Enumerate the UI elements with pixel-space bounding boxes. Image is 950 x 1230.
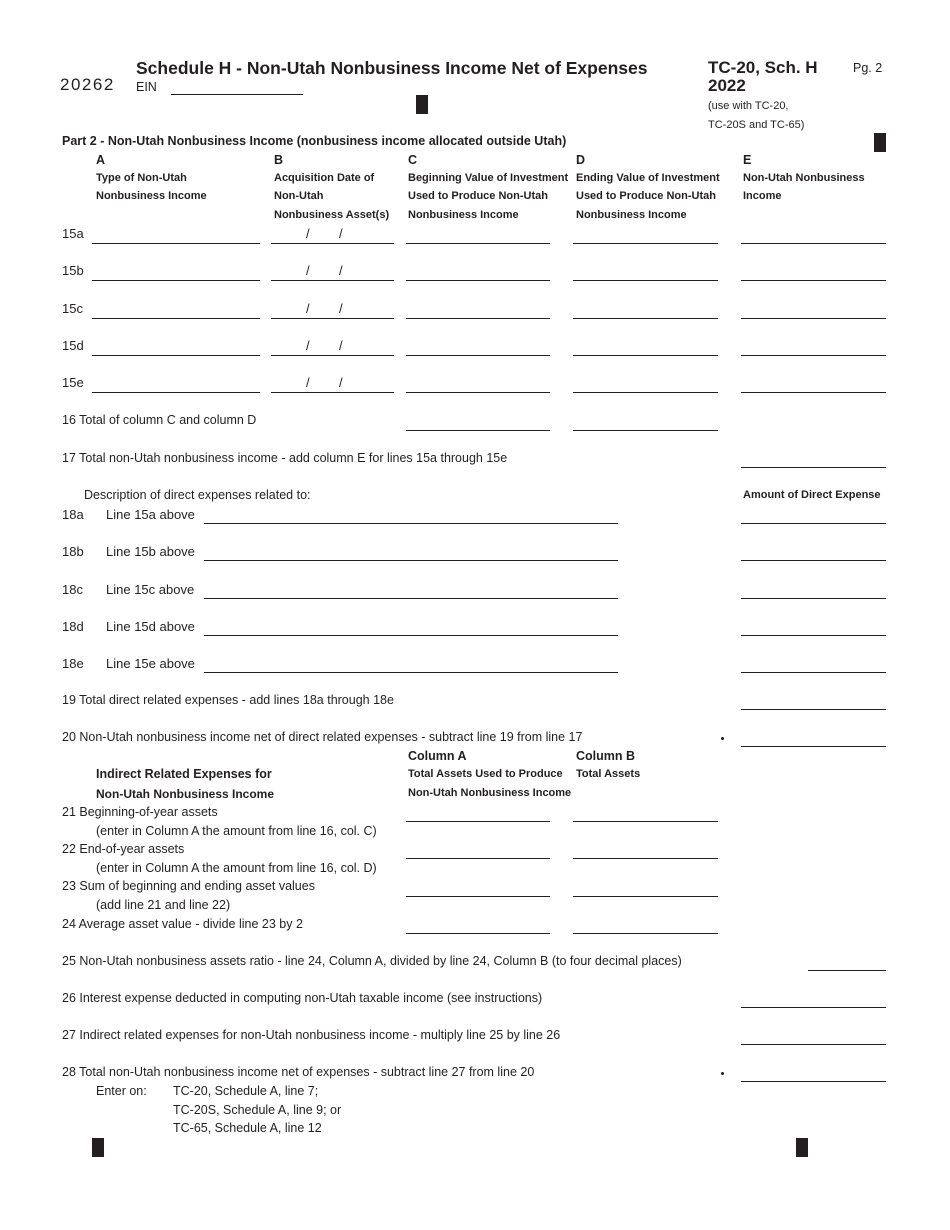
indirect-heading-1: Indirect Related Expenses for bbox=[96, 767, 272, 781]
line-15a-col-a-line bbox=[92, 243, 260, 244]
line-15d-col-a-input[interactable] bbox=[92, 338, 260, 354]
line-18b-description-input[interactable] bbox=[204, 543, 618, 559]
line-27-label: 27 Indirect related expenses for non-Utah nonbusiness income - multiply line 25 by line 26 bbox=[62, 1028, 561, 1042]
column-a-header-1: Total Assets Used to Produce bbox=[408, 768, 563, 780]
line-18b-label: Line 15b above bbox=[106, 544, 195, 560]
line-15c-col-e-line bbox=[741, 318, 886, 319]
line-15c-col-b-input[interactable] bbox=[271, 301, 299, 317]
indirect-heading-2: Non-Utah Nonbusiness Income bbox=[96, 787, 275, 801]
line-15e-col-a-input[interactable] bbox=[92, 375, 260, 391]
col-d-header-3: Nonbusiness Income bbox=[576, 209, 687, 221]
line-22-col-b-line bbox=[573, 858, 718, 859]
line-28-bullet bbox=[721, 1072, 724, 1075]
column-a-title: Column A bbox=[408, 749, 467, 763]
line-15d-col-b-line bbox=[271, 355, 394, 356]
line-18d-description-input[interactable] bbox=[204, 618, 618, 634]
line-20-label: 20 Non-Utah nonbusiness income net of direct related expenses - subtract line 19 from line 17 bbox=[62, 730, 583, 744]
line-21-col-a-line bbox=[406, 821, 550, 822]
enter-on-tc20: TC-20, Schedule A, line 7; bbox=[173, 1084, 319, 1098]
line-18c-amount-line bbox=[741, 598, 886, 599]
line-15b-col-a-input[interactable] bbox=[92, 263, 260, 279]
line-15d-col-c-line bbox=[406, 355, 550, 356]
line-15a-col-e-input[interactable] bbox=[741, 226, 886, 242]
line-18e-description-input[interactable] bbox=[204, 655, 618, 671]
col-e-header-2: Income bbox=[743, 190, 782, 202]
line-15a-col-b-line bbox=[271, 243, 394, 244]
direct-expense-description-heading: Description of direct expenses related to: bbox=[84, 488, 311, 502]
col-a-letter: A bbox=[96, 153, 106, 167]
line-24-col-a-input[interactable] bbox=[406, 916, 550, 932]
line-18d-amount-input[interactable] bbox=[741, 618, 886, 634]
form-year: 2022 bbox=[708, 76, 746, 95]
line-25-ratio-input[interactable] bbox=[808, 953, 886, 969]
line-16-col-c-line bbox=[406, 430, 550, 431]
date-separator: / bbox=[306, 226, 310, 241]
date-separator: / bbox=[339, 337, 343, 353]
line-15c-col-e-input[interactable] bbox=[741, 301, 886, 317]
line-15b-col-e-input[interactable] bbox=[741, 263, 886, 279]
line-15c-col-c-line bbox=[406, 318, 550, 319]
line-25-label: 25 Non-Utah nonbusiness assets ratio - line 24, Column A, divided by line 24, Column B (to four decimal places) bbox=[62, 954, 682, 968]
column-a-header-2: Non-Utah Nonbusiness Income bbox=[408, 787, 572, 799]
line-18d-description-line bbox=[204, 635, 618, 636]
line-15d-col-a-line bbox=[92, 355, 260, 356]
scan-mark bbox=[796, 1138, 808, 1157]
line-20-amount-input[interactable] bbox=[741, 729, 886, 745]
line-17-label: 17 Total non-Utah nonbusiness income - add column E for lines 15a through 15e bbox=[62, 451, 508, 465]
amount-direct-expense-heading: Amount of Direct Expense bbox=[743, 489, 881, 501]
line-17-amount-input[interactable] bbox=[741, 450, 886, 466]
line-28-amount-line bbox=[741, 1081, 886, 1082]
line-15e-col-b-line bbox=[271, 392, 394, 393]
line-15e-col-e-line bbox=[741, 392, 886, 393]
line-21-sub: (enter in Column A the amount from line 16, col. C) bbox=[96, 824, 377, 838]
line-15d-col-b-input[interactable] bbox=[271, 338, 299, 354]
line-24-col-a-line bbox=[406, 933, 550, 934]
line-18a-amount-line bbox=[741, 523, 886, 524]
line-15b-col-d-line bbox=[573, 280, 718, 281]
line-15b-col-c-input[interactable] bbox=[406, 263, 550, 279]
col-c-header-1: Beginning Value of Investment bbox=[408, 172, 569, 184]
col-c-header-3: Nonbusiness Income bbox=[408, 209, 519, 221]
scan-mark bbox=[874, 133, 886, 152]
col-b-header-1: Acquisition Date of bbox=[274, 172, 375, 184]
line-23-col-b-line bbox=[573, 896, 718, 897]
form-number: 20262 bbox=[60, 75, 115, 94]
line-21-col-a-input[interactable] bbox=[406, 804, 550, 820]
line-15c-col-b-line bbox=[271, 318, 394, 319]
line-23-sub: (add line 21 and line 22) bbox=[96, 898, 231, 912]
page-number: Pg. 2 bbox=[853, 61, 883, 75]
col-c-header-2: Used to Produce Non-Utah bbox=[408, 190, 548, 202]
date-separator: / bbox=[339, 226, 343, 241]
line-22-sub: (enter in Column A the amount from line 16, col. D) bbox=[96, 861, 377, 875]
use-with-note-1: (use with TC-20, bbox=[708, 100, 789, 112]
line-15d-col-e-line bbox=[741, 355, 886, 356]
line-18a-description-line bbox=[204, 523, 618, 524]
line-15e-col-c-line bbox=[406, 392, 550, 393]
line-15e-col-b-input[interactable] bbox=[271, 375, 299, 391]
line-18e-description-line bbox=[204, 672, 618, 673]
line-16-col-d-line bbox=[573, 430, 718, 431]
line-15a-number: 15a bbox=[62, 226, 84, 241]
line-18a-number: 18a bbox=[62, 507, 84, 522]
line-18d-number: 18d bbox=[62, 618, 84, 634]
line-23-col-a-input[interactable] bbox=[406, 879, 550, 895]
line-15d-col-e-input[interactable] bbox=[741, 338, 886, 354]
col-d-header-1: Ending Value of Investment bbox=[576, 172, 720, 184]
line-24-col-b-line bbox=[573, 933, 718, 934]
enter-on-tc65: TC-65, Schedule A, line 12 bbox=[173, 1121, 322, 1135]
line-22-col-a-line bbox=[406, 858, 550, 859]
line-18b-amount-line bbox=[741, 560, 886, 561]
line-15c-col-d-line bbox=[573, 318, 718, 319]
date-separator: / bbox=[339, 375, 343, 391]
line-15b-col-b-input[interactable] bbox=[271, 263, 299, 279]
col-e-letter: E bbox=[743, 153, 752, 167]
line-15e-col-c-input[interactable] bbox=[406, 375, 550, 391]
line-23-col-a-line bbox=[406, 896, 550, 897]
line-15c-number: 15c bbox=[62, 300, 83, 316]
line-28-label: 28 Total non-Utah nonbusiness income net of expenses - subtract line 27 from line 20 bbox=[62, 1065, 535, 1079]
line-15c-col-d-input[interactable] bbox=[573, 301, 718, 317]
line-15a-col-e-line bbox=[741, 243, 886, 244]
line-18d-amount-line bbox=[741, 635, 886, 636]
scan-mark bbox=[416, 95, 428, 114]
line-26-amount-line bbox=[741, 1007, 886, 1008]
line-21-col-b-input[interactable] bbox=[573, 804, 718, 820]
date-separator: / bbox=[306, 263, 310, 279]
col-e-header-1: Non-Utah Nonbusiness bbox=[743, 172, 865, 184]
line-18c-description-input[interactable] bbox=[204, 581, 618, 597]
date-separator: / bbox=[306, 337, 310, 353]
col-b-letter: B bbox=[274, 153, 284, 167]
line-15d-col-d-input[interactable] bbox=[573, 338, 718, 354]
line-21-label: 21 Beginning-of-year assets bbox=[62, 805, 218, 819]
line-27-amount-input[interactable] bbox=[741, 1027, 886, 1043]
line-24-label: 24 Average asset value - divide line 23 by 2 bbox=[62, 917, 303, 931]
line-15a-col-c-line bbox=[406, 243, 550, 244]
line-18d-label: Line 15d above bbox=[106, 618, 195, 634]
line-15e-col-d-line bbox=[573, 392, 718, 393]
line-15a-col-d-line bbox=[573, 243, 718, 244]
ein-label: EIN bbox=[136, 80, 157, 94]
line-22-col-a-input[interactable] bbox=[406, 841, 550, 857]
line-18b-amount-input[interactable] bbox=[741, 543, 886, 559]
line-15e-number: 15e bbox=[62, 375, 84, 391]
line-15e-col-e-input[interactable] bbox=[741, 375, 886, 391]
line-22-label: 22 End-of-year assets bbox=[62, 842, 185, 856]
col-b-header-2: Non-Utah bbox=[274, 190, 324, 202]
enter-on-label: Enter on: bbox=[96, 1084, 147, 1098]
enter-on-tc20s: TC-20S, Schedule A, line 9; or bbox=[173, 1103, 342, 1117]
col-a-header-1: Type of Non-Utah bbox=[96, 172, 187, 184]
line-15c-col-c-input[interactable] bbox=[406, 301, 550, 317]
line-18b-description-line bbox=[204, 560, 618, 561]
line-15b-col-b-line bbox=[271, 280, 394, 281]
date-separator: / bbox=[306, 300, 310, 316]
ein-input[interactable] bbox=[172, 78, 302, 94]
line-19-amount-input[interactable] bbox=[741, 692, 886, 708]
line-15c-col-a-input[interactable] bbox=[92, 301, 260, 317]
line-15b-col-c-line bbox=[406, 280, 550, 281]
line-16-col-d-input[interactable] bbox=[573, 413, 718, 429]
line-26-amount-input[interactable] bbox=[741, 990, 886, 1006]
scan-mark bbox=[92, 1138, 104, 1157]
line-15b-col-d-input[interactable] bbox=[573, 263, 718, 279]
page-title: Schedule H - Non-Utah Nonbusiness Income Net of Expenses bbox=[136, 58, 648, 78]
line-18e-number: 18e bbox=[62, 656, 84, 672]
line-18c-amount-input[interactable] bbox=[741, 581, 886, 597]
line-15a-col-b-input[interactable] bbox=[271, 226, 299, 242]
line-15b-col-a-line bbox=[92, 280, 260, 281]
line-16-label: 16 Total of column C and column D bbox=[62, 413, 257, 427]
date-separator: / bbox=[306, 375, 310, 391]
col-a-header-2: Nonbusiness Income bbox=[96, 190, 207, 202]
part-2-heading: Part 2 - Non-Utah Nonbusiness Income (nonbusiness income allocated outside Utah) bbox=[62, 134, 567, 148]
line-15c-col-a-line bbox=[92, 318, 260, 319]
col-d-letter: D bbox=[576, 153, 586, 167]
line-19-amount-line bbox=[741, 709, 886, 710]
col-b-header-3: Nonbusiness Asset(s) bbox=[274, 209, 390, 221]
line-18e-label: Line 15e above bbox=[106, 656, 195, 672]
line-16-col-c-input[interactable] bbox=[406, 413, 550, 429]
line-22-col-b-input[interactable] bbox=[573, 841, 718, 857]
line-15a-col-c-input[interactable] bbox=[406, 226, 550, 242]
line-15d-col-d-line bbox=[573, 355, 718, 356]
line-28-amount-input[interactable] bbox=[741, 1064, 886, 1080]
line-15a-col-a-input[interactable] bbox=[92, 226, 260, 242]
column-b-title: Column B bbox=[576, 749, 636, 763]
line-18c-number: 18c bbox=[62, 581, 83, 597]
line-23-label: 23 Sum of beginning and ending asset values bbox=[62, 879, 315, 893]
line-15e-col-a-line bbox=[92, 392, 260, 393]
line-15e-col-d-input[interactable] bbox=[573, 375, 718, 391]
line-18e-amount-line bbox=[741, 672, 886, 673]
line-15d-col-c-input[interactable] bbox=[406, 338, 550, 354]
column-b-header-1: Total Assets bbox=[576, 768, 641, 780]
line-18e-amount-input[interactable] bbox=[741, 655, 886, 671]
col-c-letter: C bbox=[408, 153, 418, 167]
line-21-col-b-line bbox=[573, 821, 718, 822]
line-20-bullet bbox=[721, 737, 724, 740]
line-24-col-b-input[interactable] bbox=[573, 916, 718, 932]
line-15d-number: 15d bbox=[62, 337, 84, 353]
line-18c-label: Line 15c above bbox=[106, 581, 195, 597]
line-19-label: 19 Total direct related expenses - add lines 18a through 18e bbox=[62, 693, 394, 707]
line-23-col-b-input[interactable] bbox=[573, 879, 718, 895]
line-20-amount-line bbox=[741, 746, 886, 747]
line-18a-description-input[interactable] bbox=[204, 506, 618, 522]
form-id: TC-20, Sch. H bbox=[708, 58, 818, 77]
use-with-note-2: TC-20S and TC-65) bbox=[708, 119, 805, 131]
date-separator: / bbox=[339, 300, 343, 316]
line-18b-number: 18b bbox=[62, 544, 84, 560]
line-18a-label: Line 15a above bbox=[106, 507, 195, 522]
line-18a-amount-input[interactable] bbox=[741, 506, 886, 522]
line-18c-description-line bbox=[204, 598, 618, 599]
line-15b-number: 15b bbox=[62, 263, 84, 279]
line-25-ratio-line bbox=[808, 970, 886, 971]
line-15b-col-e-line bbox=[741, 280, 886, 281]
col-d-header-2: Used to Produce Non-Utah bbox=[576, 190, 716, 202]
line-26-label: 26 Interest expense deducted in computing non-Utah taxable income (see instructions) bbox=[62, 991, 543, 1005]
line-15a-col-d-input[interactable] bbox=[573, 226, 718, 242]
date-separator: / bbox=[339, 263, 343, 279]
ein-line bbox=[171, 94, 303, 95]
line-27-amount-line bbox=[741, 1044, 886, 1045]
line-17-amount-line bbox=[741, 467, 886, 468]
